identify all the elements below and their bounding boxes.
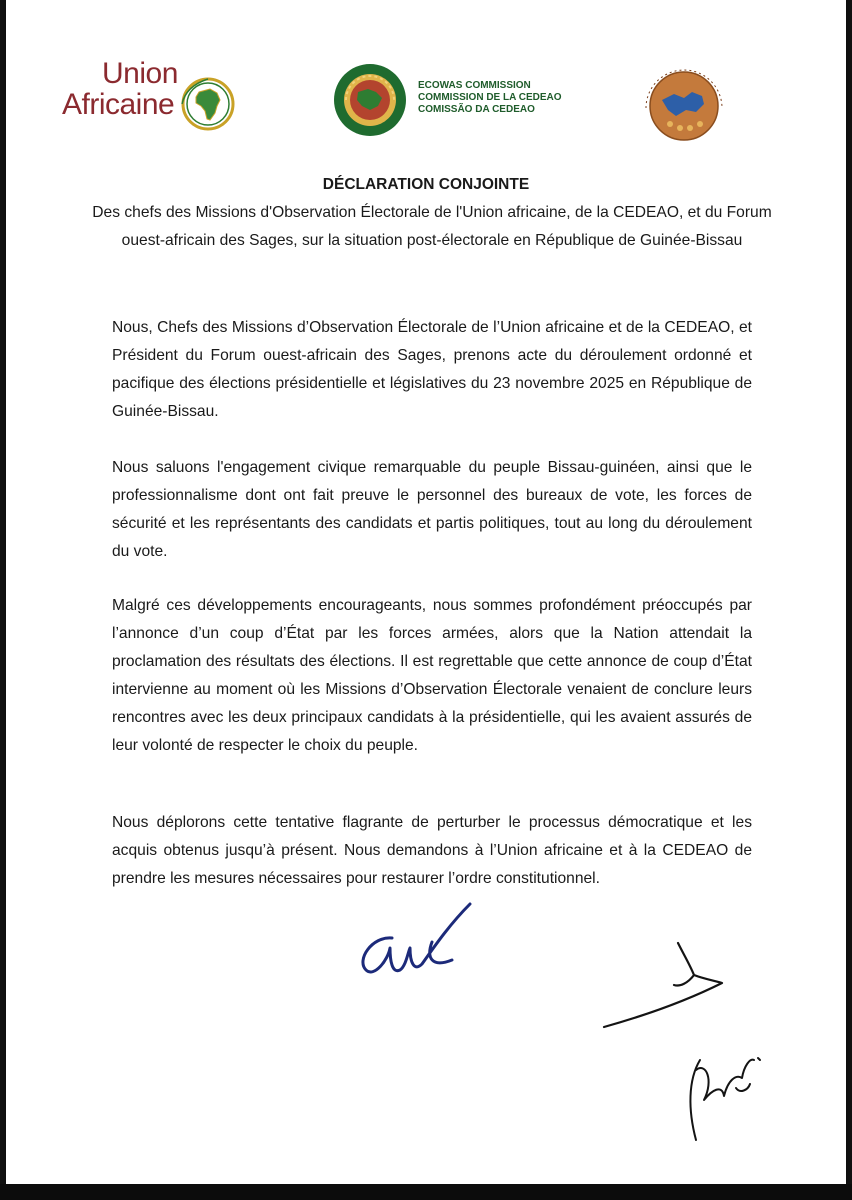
- signature-1-icon: [352, 898, 482, 988]
- bottom-edge: [0, 1184, 852, 1200]
- au-logo-line2: Africaine: [62, 88, 175, 121]
- paragraph-4: Nous déplorons cette tentative flagrante de perturber le processus démocratique et les acquis obtenus jusqu’à présent. Nous demandons à l’Union africaine et à la CEDEAO de prendre les mesures nécessaires pour restaurer l’ordre constitutionnel.: [112, 814, 752, 887]
- ecowas-line1: ECOWAS COMMISSION: [418, 80, 531, 91]
- african-union-logo: [62, 58, 242, 132]
- ecowas-seal-icon: [332, 62, 408, 138]
- signature-3-icon: [678, 1040, 778, 1150]
- ecowas-line2: COMMISSION DE LA CEDEAO: [418, 92, 562, 103]
- signature-2-icon: [594, 935, 744, 1035]
- au-logo-line1: Union: [102, 57, 178, 90]
- document-title: DÉCLARATION CONJOINTE: [322, 176, 530, 193]
- paragraph-2: Nous saluons l'engagement civique remarquable du peuple Bissau-guinéen, ainsi que le professionnalisme dont ont fait preuve le personnel des bureaux de vote, les forces de sécurité et les représentants des candidats et partis politiques, tout au long du déroulement du vote.: [112, 459, 752, 560]
- document-page: [6, 0, 846, 1184]
- document-subtitle: Des chefs des Missions d'Observation Électorale de l'Union africaine, de la CEDEAO, et du Forum ouest-africain des Sages, sur la situation post-électorale en République de Guinée-Bissau: [92, 204, 772, 249]
- paragraph-3: Malgré ces développements encourageants, nous sommes profondément préoccupés par l’annonce d’un coup d’État par les forces armées, alors que la Nation attendait la proclamation des résultats des élections. Il est regrettable que cette annonce de coup d’État intervienne au moment où les Missions d’Observation Électorale venaient de conclure leurs rencontres avec les deux principaux candidats à la présidentielle, qui les avaient assurés de leur volonté de respecter le choix du peuple.: [112, 597, 752, 754]
- au-emblem-icon: [180, 76, 236, 132]
- ecowas-line3: COMISSÃO DA CEDEAO: [418, 104, 535, 115]
- waef-logo-icon: [636, 58, 732, 154]
- ecowas-logo: [332, 62, 572, 140]
- paragraph-1: Nous, Chefs des Missions d’Observation Électorale de l’Union africaine et de la CEDEAO, et Président du Forum ouest-africain des Sages, prenons acte du déroulement ordonné et pacifique des élections présidentielle et législatives du 23 novembre 2025 en République de Guinée-Bissau.: [112, 319, 752, 420]
